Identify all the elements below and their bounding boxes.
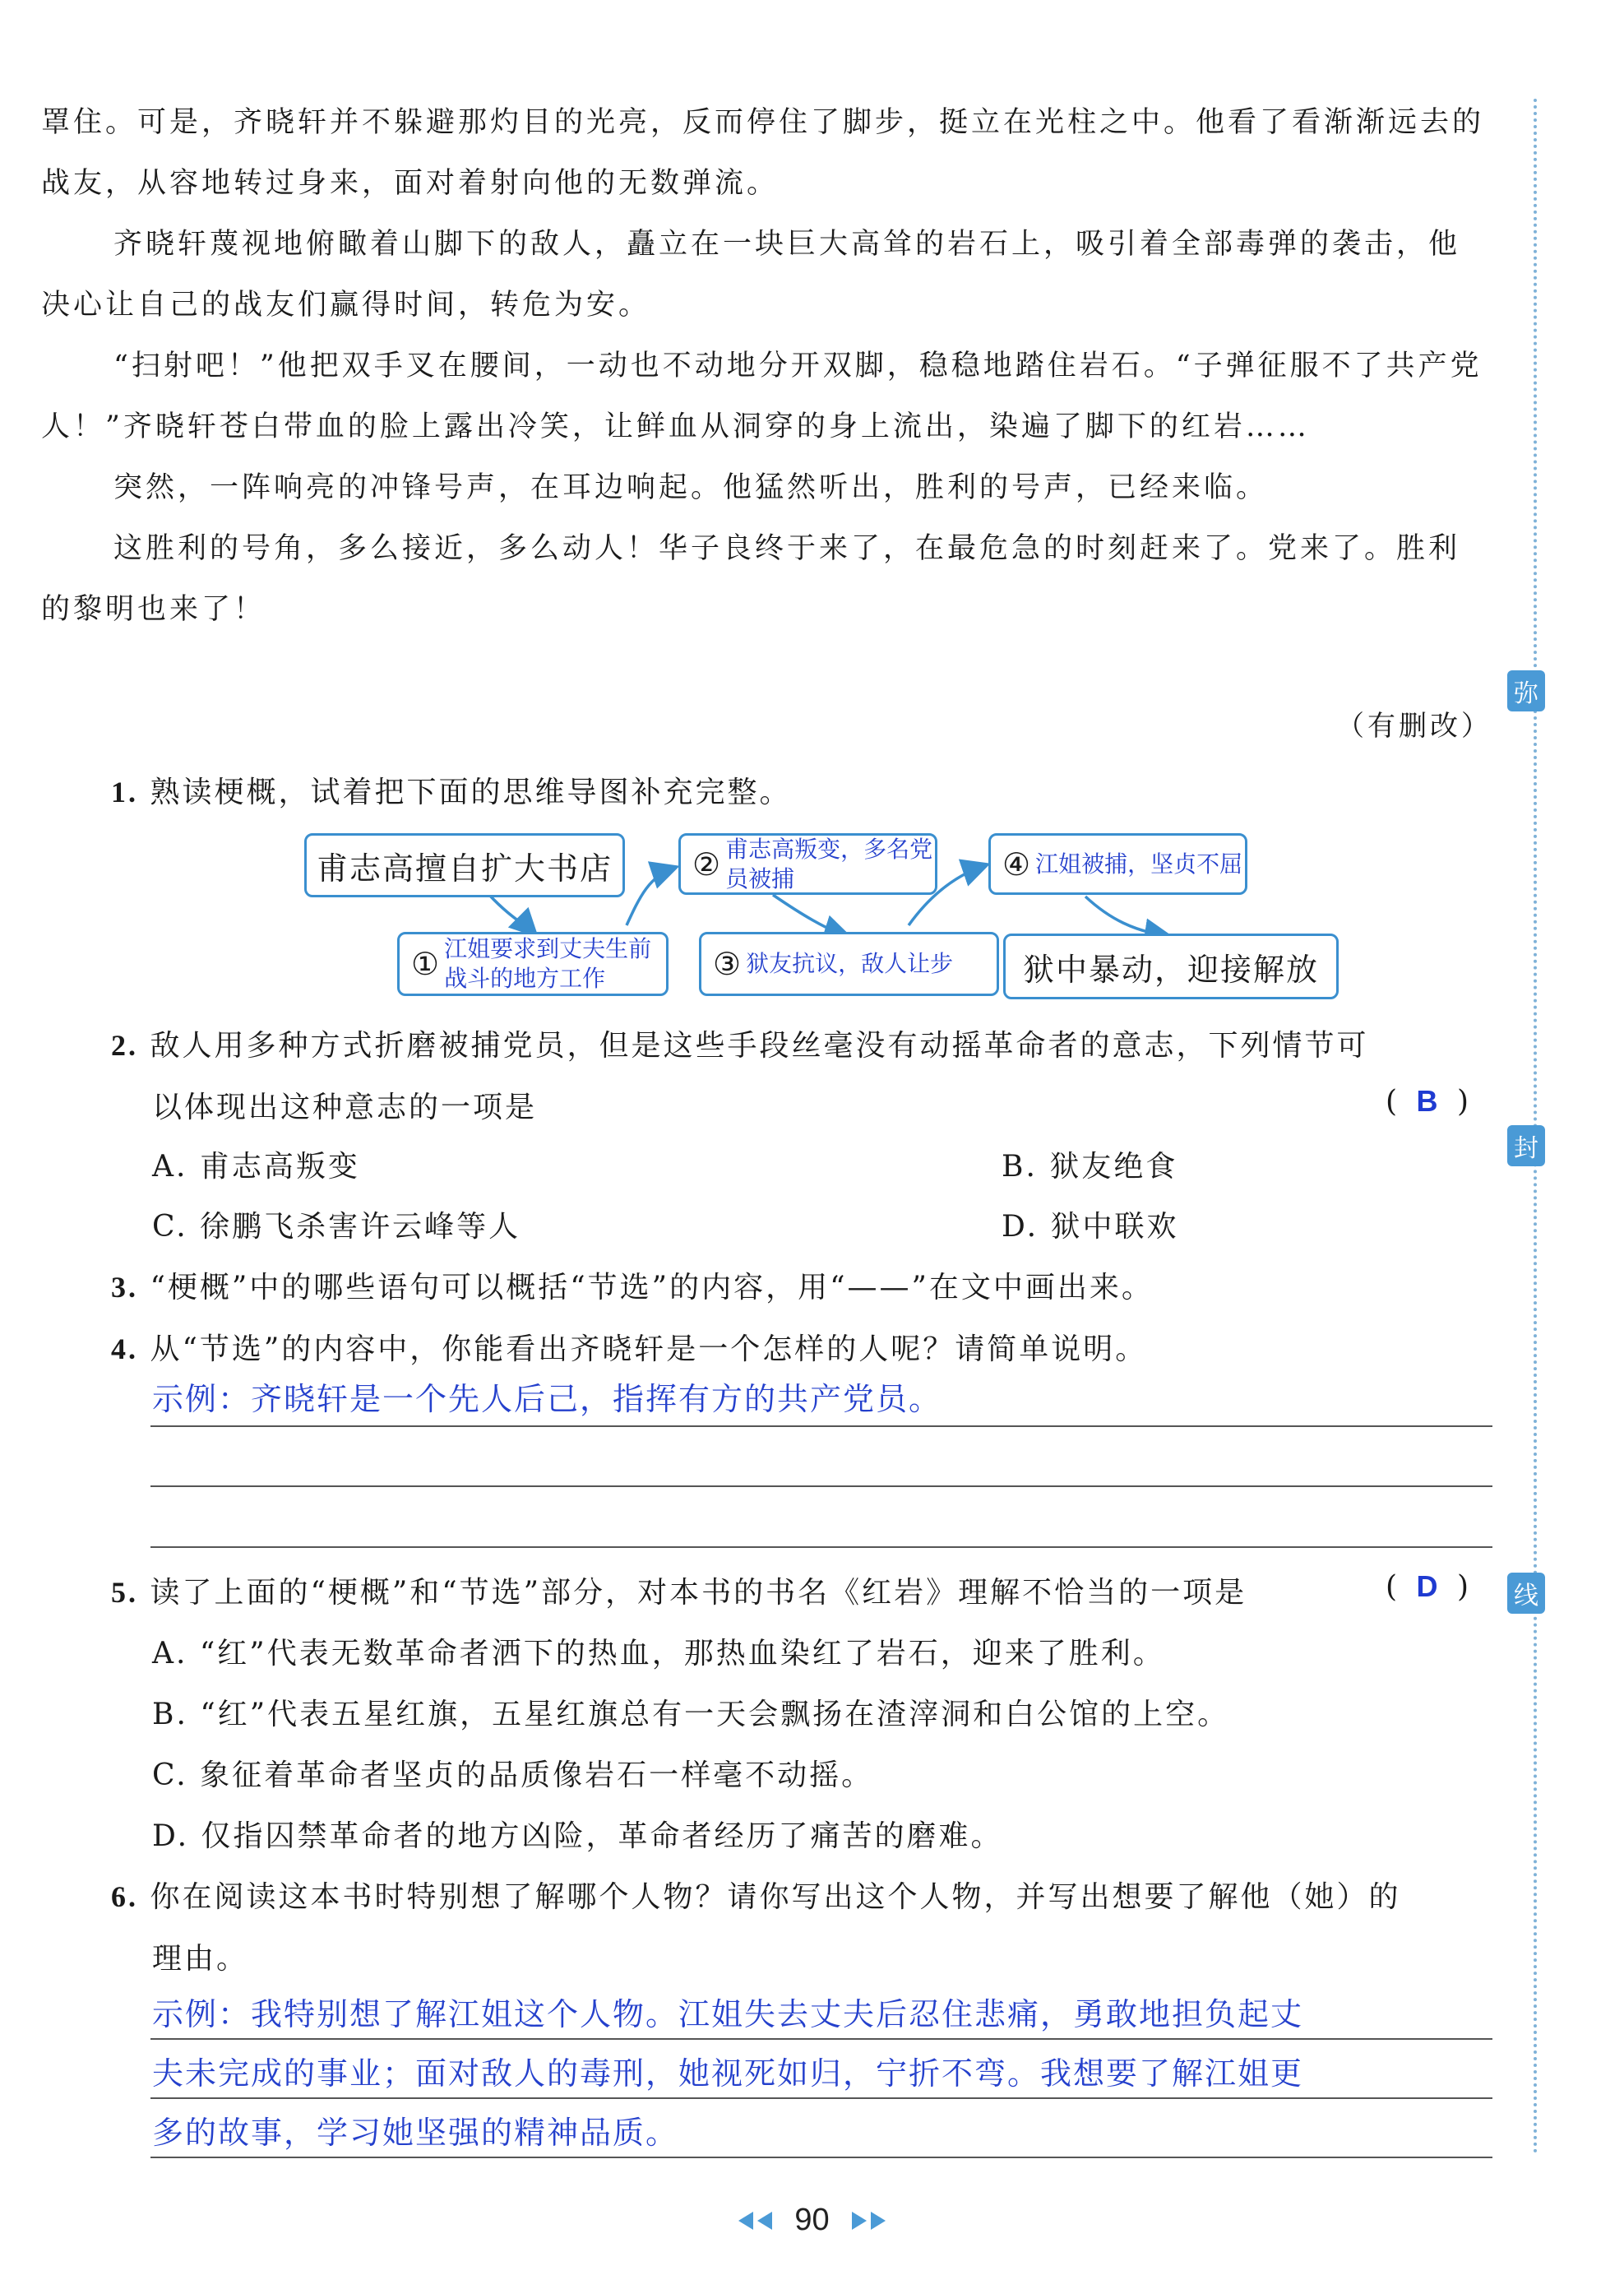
question-5 [111, 1569, 1247, 1611]
source-note: （有删改） [1336, 710, 1492, 743]
question-text: 从“节选”的内容中，你能看出齐晓轩是一个怎样的人呢？请简单说明。 [150, 1332, 1148, 1366]
answer-line [150, 1546, 1492, 1548]
option-d: D. 仅指囚禁革命者的地方凶险，革命者经历了痛苦的磨难。 [152, 1819, 1003, 1853]
mind-map-box-1 [304, 833, 625, 897]
question-number: 6. [111, 1880, 138, 1913]
question-6 [111, 1874, 1400, 1916]
question-6-line-2: 理由。 [152, 1942, 249, 1976]
question-number: 3. [111, 1271, 138, 1304]
option-c: C. 徐鹏飞杀害许云峰等人 [152, 1210, 521, 1244]
side-tab-feng: 封 [1507, 1125, 1545, 1166]
question-number: 5. [111, 1576, 138, 1609]
question-3 [111, 1264, 1154, 1306]
next-arrow-icon [852, 2212, 867, 2230]
mind-map-box-3 [699, 932, 999, 996]
passage-paragraph: 突然，一阵响亮的冲锋号声，在耳边响起。他猛然听出，胜利的号声，已经来临。 [113, 471, 1269, 504]
mind-map-label: 甫志高擅自扩大书店 [316, 850, 613, 887]
mind-map-label: 狱中暴动，迎接解放 [1022, 951, 1319, 988]
written-answer: 示例：齐晓轩是一个先人后己，指挥有方的共产党员。 [152, 1381, 942, 1417]
question-1 [111, 769, 791, 811]
question-text: 熟读梗概，试着把下面的思维导图补充完整。 [150, 776, 792, 809]
answer-line [150, 2157, 1492, 2158]
passage [41, 92, 1488, 640]
prev-arrow-icon [738, 2212, 753, 2230]
circled-number: ① [411, 946, 440, 982]
question-2 [111, 1022, 1368, 1064]
mind-map-box-6 [1003, 934, 1339, 999]
option-b: B. “红”代表五星红旗，五星红旗总有一天会飘扬在渣滓洞和白公馆的上空。 [152, 1698, 1230, 1731]
answer-bracket: ( B ) [1386, 1084, 1474, 1119]
passage-paragraph: 这胜利的号角，多么接近，多么动人！华子良终于来了，在最危急的时刻赶来了。党来了。胜利的黎明也来了！ [41, 532, 1461, 626]
circled-number: ③ [713, 946, 742, 982]
option-a: A. 甫志高叛变 [152, 1150, 360, 1184]
passage-paragraph: “扫射吧！”他把双手叉在腰间，一动也不动地分开双脚，稳稳地踏住岩石。“子弹征服不了共产党人！”齐晓轩苍白带血的脸上露出冷笑，让鲜血从洞穿的身上流出，染遍了脚下的红岩…… [41, 350, 1483, 443]
side-tab-xian: 线 [1507, 1573, 1545, 1614]
answer-line [150, 2097, 1492, 2099]
handwritten-answer: 甫志高叛变，多名党员被捕 [725, 835, 933, 892]
circled-number: ② [692, 846, 721, 883]
answer-line [150, 1425, 1492, 1427]
handwritten-answer: 江姐被捕，坚贞不屈 [1035, 850, 1243, 878]
answer-line [150, 1485, 1492, 1487]
question-text: 你在阅读这本书时特别想了解哪个人物？请你写出这个人物，并写出想要了解他（她）的 [150, 1880, 1401, 1914]
passage-paragraph: 齐晓轩蔑视地俯瞰着山脚下的敌人，矗立在一块巨大高耸的岩石上，吸引着全部毒弹的袭击，他决心让自己的战友们赢得时间，转危为安。 [41, 228, 1461, 322]
next-arrow-icon [871, 2212, 886, 2230]
page-number: 90 [794, 2203, 830, 2237]
mind-map-box-2 [678, 833, 937, 895]
mind-map-box-4 [988, 833, 1247, 895]
handwritten-answer: 江姐要求到丈夫生前战斗的地方工作 [444, 935, 652, 992]
option-b: B. 狱友绝食 [1002, 1150, 1178, 1184]
written-answer: 示例：我特别想了解江姐这个人物。江姐失去丈夫后忍住悲痛，勇敢地担负起丈 [152, 1996, 1304, 2032]
passage-paragraph: 罩住。可是，齐晓轩并不躲避那灼目的光亮，反而停住了脚步，挺立在光柱之中。他看了看渐渐远去的战友，从容地转过身来，面对着射向他的无数弹流。 [41, 106, 1485, 200]
answer-bracket: ( D ) [1386, 1569, 1474, 1604]
question-text: 敌人用多种方式折磨被捕党员，但是这些手段丝毫没有动摇革命者的意志，下列情节可 [150, 1029, 1369, 1063]
question-number: 2. [111, 1029, 138, 1062]
option-c: C. 象征着革命者坚贞的品质像岩石一样毫不动摇。 [152, 1758, 874, 1792]
question-4 [111, 1326, 1147, 1368]
circled-number: ④ [1002, 846, 1031, 883]
side-tab-mi: 弥 [1507, 670, 1545, 711]
mind-map-box-1-answer [397, 932, 669, 996]
option-d: D. 狱中联欢 [1002, 1210, 1179, 1244]
written-answer: 多的故事，学习她坚强的精神品质。 [152, 2115, 679, 2151]
question-number: 4. [111, 1332, 138, 1365]
question-text: “梗概”中的哪些语句可以概括“节选”的内容，用“——”在文中画出来。 [150, 1271, 1154, 1304]
written-answer: 夫未完成的事业；面对敌人的毒刑，她视死如归，宁折不弯。我想要了解江姐更 [152, 2055, 1304, 2092]
choice-answer: D [1416, 1569, 1443, 1603]
prev-arrow-icon [757, 2212, 772, 2230]
question-number: 1. [111, 776, 138, 809]
answer-line [150, 2038, 1492, 2040]
page-footer [0, 2203, 1624, 2238]
question-text: 读了上面的“梗概”和“节选”部分，对本书的书名《红岩》理解不恰当的一项是 [150, 1576, 1247, 1610]
option-a: A. “红”代表无数革命者洒下的热血，那热血染红了岩石，迎来了胜利。 [152, 1637, 1165, 1670]
handwritten-answer: 狱友抗议，敌人让步 [746, 950, 954, 977]
choice-answer: B [1416, 1084, 1443, 1118]
question-2-line-2: 以体现出这种意志的一项是 [152, 1091, 538, 1124]
